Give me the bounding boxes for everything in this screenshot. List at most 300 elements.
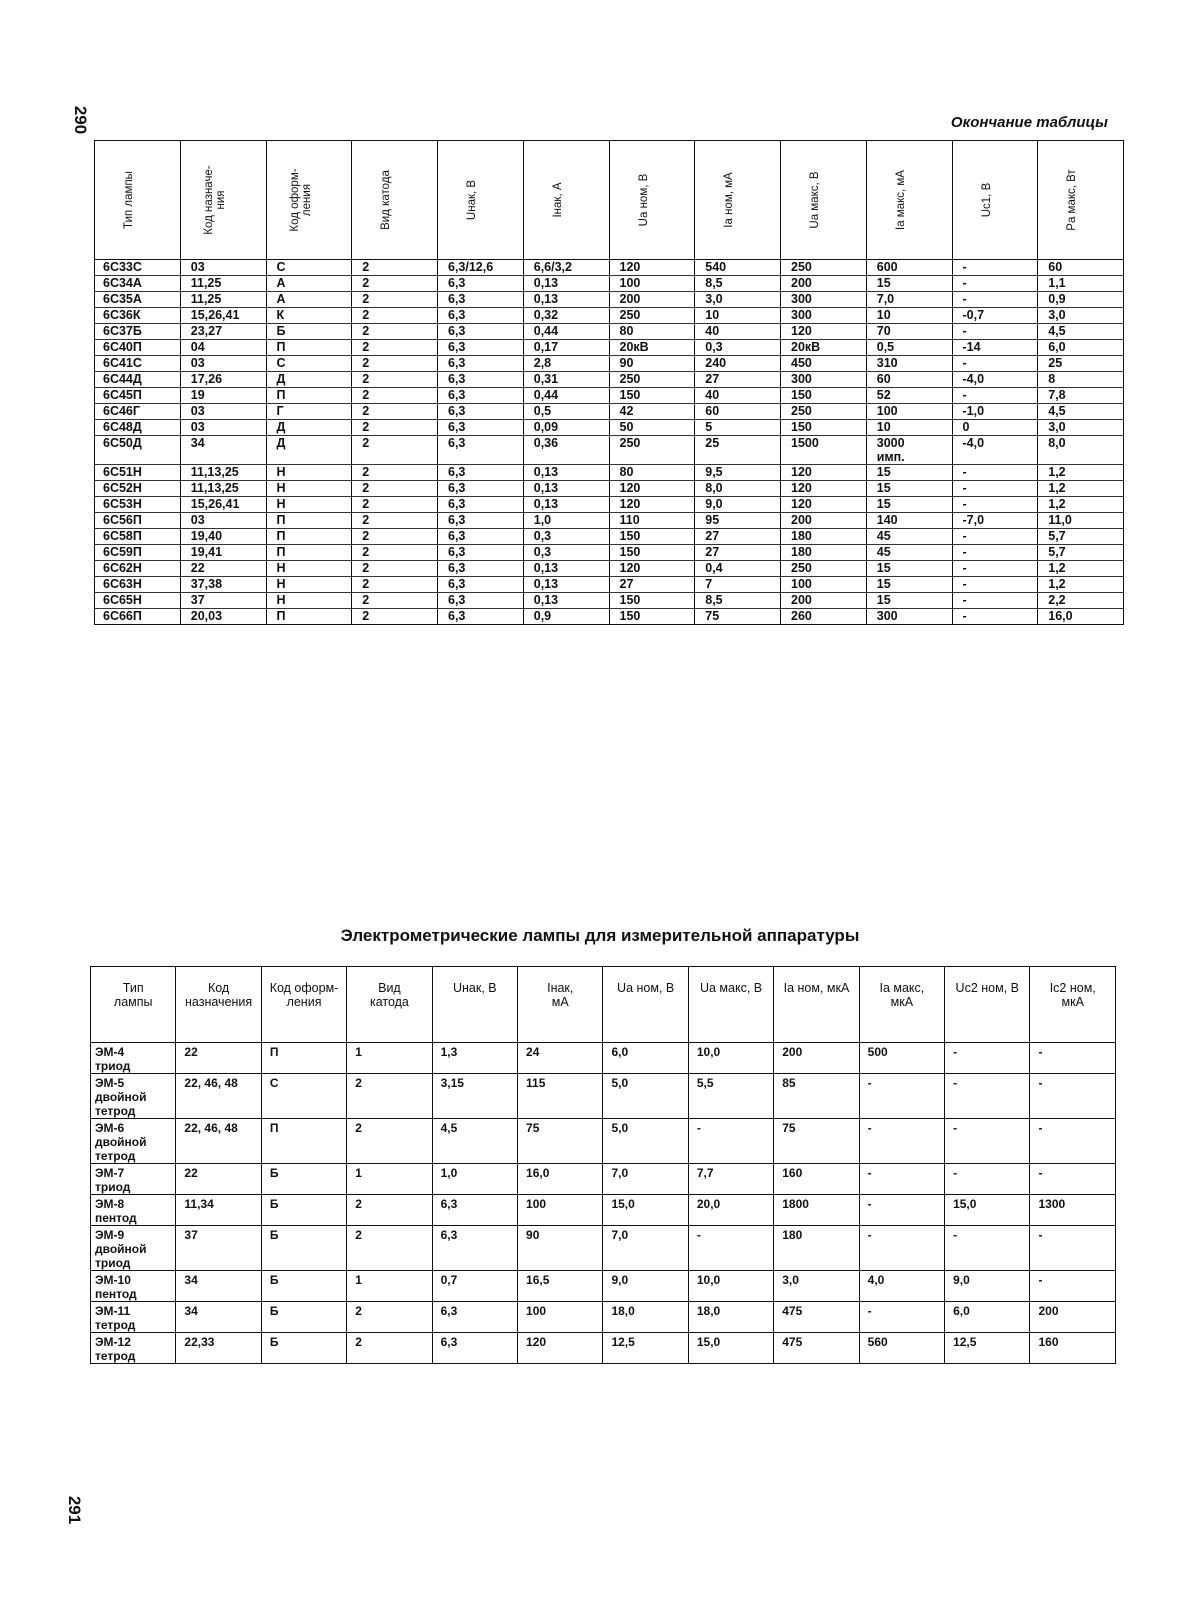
table-cell: ЭМ-7 триод [91, 1164, 176, 1195]
table-cell: А [266, 276, 352, 292]
column-header: Uс2 ном, В [945, 967, 1030, 1043]
table-cell: 0,13 [523, 292, 609, 308]
table-row [91, 1302, 1116, 1333]
table-cell: 34 [176, 1271, 261, 1302]
table-cell: 260 [781, 609, 867, 625]
table-cell: 2 [352, 593, 438, 609]
table-cell: - [859, 1119, 944, 1164]
table-cell: 2 [352, 513, 438, 529]
table-cell: - [859, 1164, 944, 1195]
table-cell: - [952, 593, 1038, 609]
table-cell: 2 [347, 1333, 432, 1364]
table-cell: 75 [695, 609, 781, 625]
table-row [95, 577, 1124, 593]
column-header-label: Iа макс, мА [894, 170, 907, 230]
table-cell: 40 [695, 388, 781, 404]
table-cell: 2,8 [523, 356, 609, 372]
column-header [523, 141, 609, 260]
table-cell: 37,38 [180, 577, 266, 593]
table-cell: 150 [609, 545, 695, 561]
table-cell: 60 [1038, 260, 1124, 276]
table-cell: 2 [347, 1226, 432, 1271]
table-row [95, 260, 1124, 276]
table-cell: 90 [518, 1226, 603, 1271]
column-header-label: Код назначе- ния [202, 165, 227, 235]
table-cell: 12,5 [945, 1333, 1030, 1364]
table-cell: П [266, 513, 352, 529]
table-cell: - [688, 1119, 773, 1164]
table-cell: 1,2 [1038, 577, 1124, 593]
table-cell: 11,0 [1038, 513, 1124, 529]
table-cell: 5,7 [1038, 545, 1124, 561]
table-cell: 500 [859, 1043, 944, 1074]
table-cell: 0,7 [432, 1271, 517, 1302]
column-header: Uнак, В [432, 967, 517, 1043]
table-cell: 200 [781, 593, 867, 609]
table-cell: 4,0 [859, 1271, 944, 1302]
table-cell: 120 [781, 465, 867, 481]
table-cell: 4,5 [1038, 324, 1124, 340]
table-cell: 16,0 [1038, 609, 1124, 625]
table-cell: 9,0 [603, 1271, 688, 1302]
table-cell: -4,0 [952, 372, 1038, 388]
table-cell: 540 [695, 260, 781, 276]
table-cell: 6,3 [438, 609, 524, 625]
column-header: Uа макс, В [688, 967, 773, 1043]
table-cell: 180 [781, 529, 867, 545]
table-cell: 10,0 [688, 1043, 773, 1074]
column-header-label: Uнак, В [466, 179, 478, 221]
table-cell: 1500 [781, 436, 867, 465]
table-cell: 18,0 [603, 1302, 688, 1333]
table-cell: 22,33 [176, 1333, 261, 1364]
table-cell: 80 [609, 465, 695, 481]
table-cell: А [266, 292, 352, 308]
table-cell: - [859, 1302, 944, 1333]
table-cell: 2 [352, 481, 438, 497]
table-cell: С [266, 356, 352, 372]
table-cell: 2 [352, 561, 438, 577]
table-cell: 120 [609, 260, 695, 276]
table-cell: 120 [781, 324, 867, 340]
table-cell: 0,36 [523, 436, 609, 465]
table-cell: - [859, 1226, 944, 1271]
table-cell: 300 [781, 292, 867, 308]
table-cell: 200 [609, 292, 695, 308]
table-cell: ЭМ-6 двойной тетрод [91, 1119, 176, 1164]
table-cell: 150 [781, 420, 867, 436]
table-cell: 6,3 [438, 276, 524, 292]
table-cell: 5,5 [688, 1074, 773, 1119]
table-cell: 6,3 [438, 420, 524, 436]
table-cell: 6,0 [603, 1043, 688, 1074]
table-cell: 150 [781, 388, 867, 404]
table-cell: 6С63Н [95, 577, 181, 593]
table-cell: ЭМ-10 пентод [91, 1271, 176, 1302]
column-header: Код назначения [176, 967, 261, 1043]
table-cell: - [952, 529, 1038, 545]
table-row [95, 420, 1124, 436]
table-cell: 0,13 [523, 276, 609, 292]
table-cell: Д [266, 372, 352, 388]
column-header [438, 141, 524, 260]
table-cell: Г [266, 404, 352, 420]
table-cell: 250 [781, 561, 867, 577]
table-cell: 6С41С [95, 356, 181, 372]
table-cell: - [952, 324, 1038, 340]
table-cell: Б [261, 1302, 346, 1333]
table-cell: 9,0 [945, 1271, 1030, 1302]
table-cell: 0,5 [866, 340, 952, 356]
table-cell: К [266, 308, 352, 324]
table-row [95, 561, 1124, 577]
table-cell: -7,0 [952, 513, 1038, 529]
table-cell: - [688, 1226, 773, 1271]
table-cell: 0,9 [523, 609, 609, 625]
table-cell: 0,09 [523, 420, 609, 436]
table-cell: 450 [781, 356, 867, 372]
table-row [95, 276, 1124, 292]
table-cell: 0,13 [523, 465, 609, 481]
table-cell: 60 [866, 372, 952, 388]
table-cell: 40 [695, 324, 781, 340]
table-cell: -4,0 [952, 436, 1038, 465]
table-cell: Н [266, 465, 352, 481]
table-row [95, 308, 1124, 324]
table-row [95, 340, 1124, 356]
table-cell: 6,0 [1038, 340, 1124, 356]
table-cell: 20,03 [180, 609, 266, 625]
table-cell: 200 [781, 513, 867, 529]
table-cell: 6С58П [95, 529, 181, 545]
table-cell: 95 [695, 513, 781, 529]
table-cell: 8,5 [695, 593, 781, 609]
lamp-parameters-table [94, 140, 1124, 625]
table-cell: 2 [352, 529, 438, 545]
table-cell: 7,0 [603, 1226, 688, 1271]
table-cell: 2 [352, 308, 438, 324]
column-header-label: Uа ном, В [637, 173, 650, 227]
column-header: Uа ном, В [603, 967, 688, 1043]
table-cell: 250 [609, 372, 695, 388]
table-cell: 0,13 [523, 593, 609, 609]
table-cell: 2 [352, 436, 438, 465]
table-cell: 2 [347, 1074, 432, 1119]
table-cell: П [261, 1043, 346, 1074]
table-cell: 22, 46, 48 [176, 1074, 261, 1119]
table-cell: 25 [1038, 356, 1124, 372]
table-cell: - [952, 388, 1038, 404]
table-cell: 6,3 [432, 1333, 517, 1364]
table-cell: 22 [180, 561, 266, 577]
table-cell: 6С52Н [95, 481, 181, 497]
table-cell: 10 [866, 308, 952, 324]
table-cell: 120 [609, 481, 695, 497]
column-header [266, 141, 352, 260]
table-cell: 2 [352, 340, 438, 356]
table-cell: 03 [180, 356, 266, 372]
table-cell: 115 [518, 1074, 603, 1119]
page-number-top: 290 [71, 105, 91, 135]
table-cell: ЭМ-11 тетрод [91, 1302, 176, 1333]
table-cell: 6С48Д [95, 420, 181, 436]
table-cell: 250 [781, 404, 867, 420]
table-cell: 6С34А [95, 276, 181, 292]
table-cell: 1,2 [1038, 497, 1124, 513]
table-cell: 0 [952, 420, 1038, 436]
table-cell: 9,5 [695, 465, 781, 481]
column-header: Iа макс, мкА [859, 967, 944, 1043]
table-cell: 1300 [1030, 1195, 1116, 1226]
table-cell: 6С40П [95, 340, 181, 356]
table-cell: - [945, 1119, 1030, 1164]
table-cell: Б [261, 1164, 346, 1195]
table-row [95, 388, 1124, 404]
table-cell: 3,0 [1038, 308, 1124, 324]
table-cell: 2 [352, 388, 438, 404]
table-cell: - [1030, 1271, 1116, 1302]
table-cell: П [266, 609, 352, 625]
table-cell: 12,5 [603, 1333, 688, 1364]
table-cell: 6,3 [438, 292, 524, 308]
table-cell: 6,3 [438, 497, 524, 513]
column-header [352, 141, 438, 260]
table-cell: 11,13,25 [180, 481, 266, 497]
table-cell: 2 [352, 465, 438, 481]
table-cell: - [952, 497, 1038, 513]
table-cell: 60 [695, 404, 781, 420]
table-cell: 200 [774, 1043, 859, 1074]
table-cell: 6С66П [95, 609, 181, 625]
table-cell: 10 [866, 420, 952, 436]
table-cell: - [1030, 1164, 1116, 1195]
table-cell: - [952, 561, 1038, 577]
table-cell: 10,0 [688, 1271, 773, 1302]
table-cell: - [945, 1164, 1030, 1195]
table-cell: 6,3 [438, 561, 524, 577]
table-cell: 6,3 [432, 1302, 517, 1333]
table-cell: - [952, 609, 1038, 625]
table-cell: 6С53Н [95, 497, 181, 513]
table-cell: 6,3 [438, 324, 524, 340]
table-row [95, 324, 1124, 340]
table-cell: Н [266, 561, 352, 577]
table-cell: 2 [352, 420, 438, 436]
table-cell: Н [266, 577, 352, 593]
table-cell: Б [261, 1333, 346, 1364]
table-cell: 0,3 [523, 529, 609, 545]
table-cell: 6,3/12,6 [438, 260, 524, 276]
table-cell: 2 [352, 260, 438, 276]
table-cell: П [266, 545, 352, 561]
table-cell: П [266, 388, 352, 404]
table-cell: 240 [695, 356, 781, 372]
table-cell: 3,0 [1038, 420, 1124, 436]
table-cell: 1800 [774, 1195, 859, 1226]
table-cell: 22 [176, 1164, 261, 1195]
table-cell: 1,1 [1038, 276, 1124, 292]
table-cell: 150 [609, 609, 695, 625]
table-cell: - [952, 260, 1038, 276]
table-cell: 6С50Д [95, 436, 181, 465]
column-header-label: Вид катода [380, 170, 393, 230]
table-row [95, 465, 1124, 481]
table-cell: 50 [609, 420, 695, 436]
table-cell: 6,3 [438, 577, 524, 593]
table-row [95, 292, 1124, 308]
table-cell: Б [261, 1195, 346, 1226]
table-cell: ЭМ-4 триод [91, 1043, 176, 1074]
table-cell: 250 [609, 436, 695, 465]
table-cell: - [945, 1043, 1030, 1074]
table-cell: 0,13 [523, 561, 609, 577]
table-cell: 100 [518, 1195, 603, 1226]
table-cell: 0,13 [523, 481, 609, 497]
table-cell: 15,26,41 [180, 497, 266, 513]
table-cell: 3,0 [774, 1271, 859, 1302]
table-cell: 475 [774, 1333, 859, 1364]
table-row [95, 545, 1124, 561]
column-header: Iа ном, мкА [774, 967, 859, 1043]
column-header: Iнак, мА [518, 967, 603, 1043]
table-cell: 6С45П [95, 388, 181, 404]
table-cell: 0,32 [523, 308, 609, 324]
table-row [91, 1226, 1116, 1271]
table-cell: 6,3 [438, 513, 524, 529]
column-header [180, 141, 266, 260]
column-header: Iс2 ном, мкА [1030, 967, 1116, 1043]
table-cell: 0,13 [523, 577, 609, 593]
table-cell: 6,3 [438, 340, 524, 356]
table-cell: 6С65Н [95, 593, 181, 609]
table-cell: П [261, 1119, 346, 1164]
column-header-label: Iа ном, мА [723, 172, 736, 228]
table-cell: 15 [866, 276, 952, 292]
table-cell: 3,15 [432, 1074, 517, 1119]
table-cell: 300 [866, 609, 952, 625]
table-cell: 0,9 [1038, 292, 1124, 308]
table-cell: 85 [774, 1074, 859, 1119]
column-header [695, 141, 781, 260]
table-cell: 5,7 [1038, 529, 1124, 545]
table-cell: 20кВ [609, 340, 695, 356]
table-cell: 8,0 [1038, 436, 1124, 465]
table-cell: 6,3 [438, 593, 524, 609]
table-cell: 0,4 [695, 561, 781, 577]
column-header-label: Iнак, А [551, 182, 564, 218]
column-header-label: Тип лампы [123, 171, 135, 229]
table-cell: 100 [866, 404, 952, 420]
table-cell: ЭМ-8 пентод [91, 1195, 176, 1226]
table-cell: 04 [180, 340, 266, 356]
table-cell: 5,0 [603, 1074, 688, 1119]
table-cell: 15 [866, 465, 952, 481]
table-cell: 2 [352, 545, 438, 561]
table-cell: 6,3 [438, 436, 524, 465]
table-cell: 120 [609, 497, 695, 513]
table-cell: 25 [695, 436, 781, 465]
table-cell: 27 [609, 577, 695, 593]
table-continuation-caption: Окончание таблицы [950, 114, 1108, 131]
table-row [95, 481, 1124, 497]
table-cell: Б [261, 1226, 346, 1271]
table-cell: 90 [609, 356, 695, 372]
table-cell: 7,0 [603, 1164, 688, 1195]
table-row [91, 1119, 1116, 1164]
table-cell: 27 [695, 529, 781, 545]
table-cell: 6,3 [438, 356, 524, 372]
table-cell: 120 [781, 481, 867, 497]
table-row [91, 1164, 1116, 1195]
table-cell: 2 [352, 356, 438, 372]
table-cell: 27 [695, 372, 781, 388]
table-cell: 2 [347, 1302, 432, 1333]
table-cell: П [266, 529, 352, 545]
table-cell: 600 [866, 260, 952, 276]
table-cell: 2 [352, 577, 438, 593]
table-row [95, 436, 1124, 465]
table-cell: 03 [180, 260, 266, 276]
table-row [95, 404, 1124, 420]
table-row [95, 529, 1124, 545]
table-cell: 4,5 [432, 1119, 517, 1164]
table-cell: С [261, 1074, 346, 1119]
column-header [95, 141, 181, 260]
table-cell: 120 [781, 497, 867, 513]
column-header [781, 141, 867, 260]
electrometer-lamps-table [90, 966, 1116, 1364]
table-cell: 42 [609, 404, 695, 420]
table-cell: 6С33С [95, 260, 181, 276]
table-cell: 15,26,41 [180, 308, 266, 324]
table-cell: 0,44 [523, 388, 609, 404]
table-cell: 150 [609, 593, 695, 609]
electrometer-table-title: Электрометрические лампы для измерительной аппаратуры [340, 926, 860, 945]
table-cell: 17,26 [180, 372, 266, 388]
table-cell: 200 [1030, 1302, 1116, 1333]
table-cell: 6,6/3,2 [523, 260, 609, 276]
table-cell: 7 [695, 577, 781, 593]
table-cell: 200 [781, 276, 867, 292]
table-cell: 11,25 [180, 276, 266, 292]
table-cell: П [266, 340, 352, 356]
table-cell: 2 [352, 292, 438, 308]
table-cell: 6С59П [95, 545, 181, 561]
table-cell: 300 [781, 372, 867, 388]
table-cell: 20кВ [781, 340, 867, 356]
table-cell: 80 [609, 324, 695, 340]
table-cell: 23,27 [180, 324, 266, 340]
table-cell: - [945, 1226, 1030, 1271]
table-cell: 18,0 [688, 1302, 773, 1333]
table-cell: 560 [859, 1333, 944, 1364]
table-cell: 7,7 [688, 1164, 773, 1195]
table-cell: 0,3 [523, 545, 609, 561]
table-cell: 120 [518, 1333, 603, 1364]
table-cell: 6,3 [438, 465, 524, 481]
table-cell: 03 [180, 404, 266, 420]
page-number-bottom: 291 [65, 1495, 85, 1525]
table-cell: 10 [695, 308, 781, 324]
table-cell: 100 [781, 577, 867, 593]
table-row [95, 372, 1124, 388]
table-row [95, 593, 1124, 609]
table-cell: 9,0 [695, 497, 781, 513]
column-header [952, 141, 1038, 260]
table-cell: 6,3 [438, 529, 524, 545]
table-cell: 250 [781, 260, 867, 276]
table-cell: 6,3 [438, 545, 524, 561]
